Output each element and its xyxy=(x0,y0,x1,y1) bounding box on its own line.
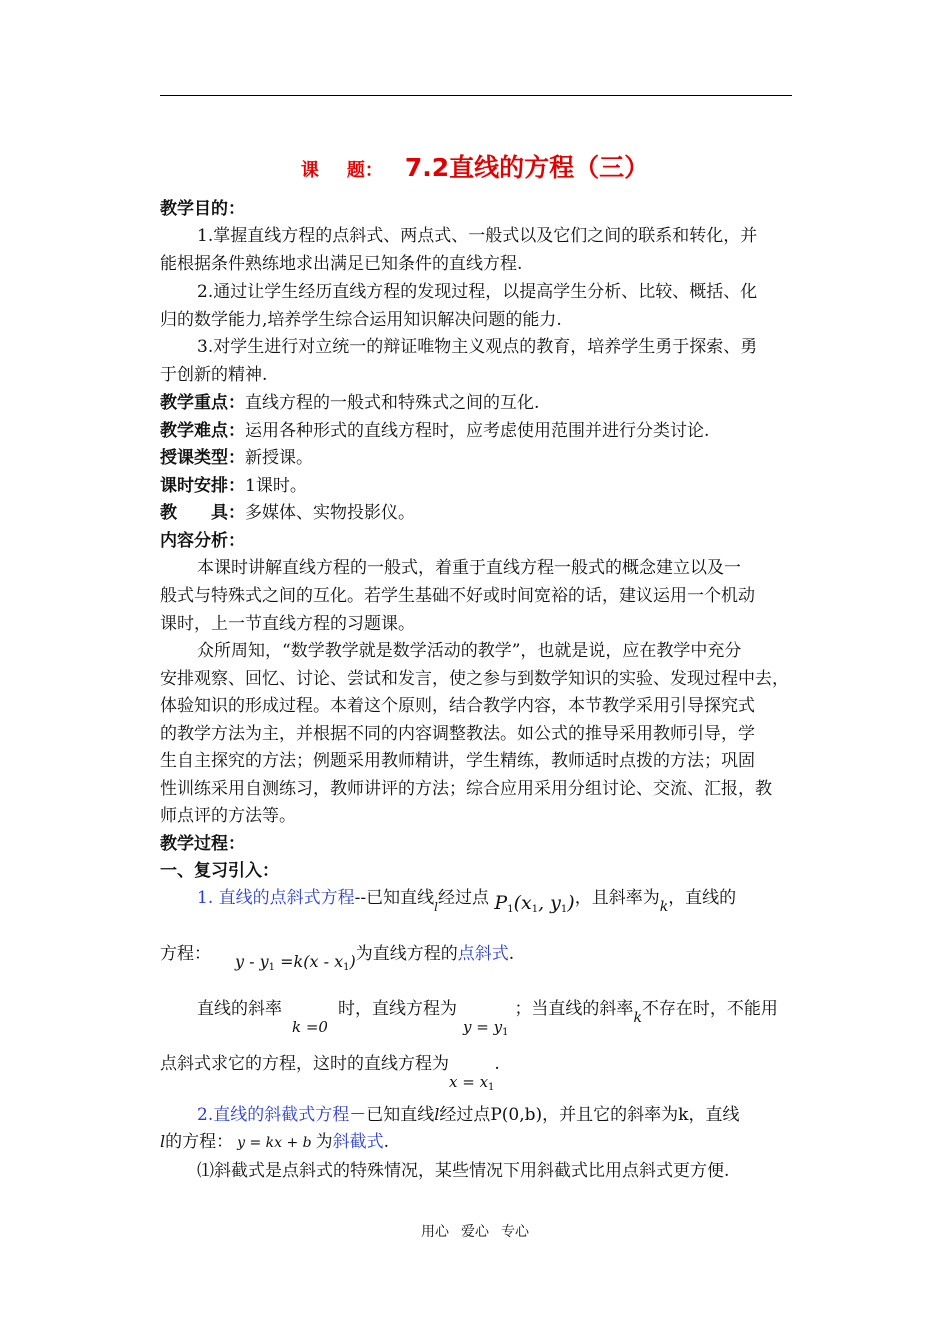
text: －已知直线 xyxy=(349,1105,435,1125)
text: 不存在时，不能用 xyxy=(641,999,778,1019)
var-k: k xyxy=(633,1010,642,1026)
header-rule xyxy=(160,95,792,96)
math: ) xyxy=(349,952,356,971)
hours xyxy=(160,475,307,497)
text: 点斜式求它的方程，这时的直线方程为 xyxy=(160,1054,449,1074)
point-slope-form: 点斜式 xyxy=(457,944,509,964)
math-sub: 1 xyxy=(560,904,568,915)
math: ) xyxy=(567,892,575,914)
analysis-line: 本课时讲解直线方程的一般式，着重于直线方程一般式的概念建立以及一 xyxy=(197,558,741,578)
math: P xyxy=(494,892,508,914)
text: 经过点 xyxy=(437,888,489,908)
analysis-line: 安排观察、回忆、讨论、尝试和发言，使之参与到数学知识的实验、发现过程中去， xyxy=(160,669,789,689)
math: y - y xyxy=(235,952,269,971)
math-sub: 1 xyxy=(488,1082,495,1093)
difficulty xyxy=(160,420,709,442)
text: . xyxy=(494,1054,500,1074)
analysis-line: 生自主探究的方法；例题采用教师精讲，学生精练，教师适时点拨的方法；巩固 xyxy=(160,751,755,771)
slope-zero-line xyxy=(197,998,778,1038)
footer-text: 用心 xyxy=(421,1224,449,1240)
goal-line: 能根据条件熟练地求出满足已知条件的直线方程. xyxy=(160,254,523,274)
key-point xyxy=(160,392,539,414)
lesson-type xyxy=(160,447,313,469)
analysis-line: 的教学方法为主，并根据不同的内容调整教法。如公式的推导采用教师引导，学 xyxy=(160,724,755,744)
slope-intercept-eq-line xyxy=(160,1131,389,1154)
text: --已知直线 xyxy=(354,888,435,908)
text: 时，直线方程为 xyxy=(338,999,457,1019)
text: 为 xyxy=(315,1132,333,1152)
vertical-line-line xyxy=(160,1053,500,1093)
lesson-type-text: 新授课。 xyxy=(245,448,313,468)
text: . xyxy=(383,1132,390,1152)
y-eq-y1 xyxy=(463,1016,508,1044)
point-p1 xyxy=(494,892,574,914)
lesson-type-label: 授课类型： xyxy=(160,448,245,468)
text: ，直线的 xyxy=(668,888,737,908)
analysis-line: 众所周知，“数学教学就是数学活动的教学”，也就是说，应在教学中充分 xyxy=(197,641,742,661)
tools-text: 多媒体、实物投影仪。 xyxy=(245,503,415,523)
k-zero: k =0 xyxy=(292,1018,328,1036)
text: 方程： xyxy=(160,944,211,964)
title-label: 课 xyxy=(300,160,319,181)
goal-line: 3.对学生进行对立统一的辩证唯物主义观点的教育，培养学生勇于探索、勇 xyxy=(197,337,758,357)
var-l: l xyxy=(434,900,438,914)
math-sub: 1 xyxy=(268,962,276,973)
math: (x xyxy=(513,892,532,914)
analysis-line: 师点评的方法等。 xyxy=(160,806,296,826)
slope-intercept-form: 斜截式 xyxy=(332,1132,384,1152)
point-slope-eq-line xyxy=(160,943,514,979)
note-line: ⑴斜截式是点斜式的特殊情况，某些情况下用斜截式比用点斜式更方便. xyxy=(197,1161,730,1181)
point-slope-line xyxy=(197,887,736,921)
footer-text: 爱心 xyxy=(461,1224,489,1240)
var-k: k xyxy=(659,899,669,915)
hours-text: 1课时。 xyxy=(245,476,307,496)
analysis-line: 体验知识的形成过程。本着这个原则，结合教学内容，本节教学采用引导探究式 xyxy=(160,696,755,716)
analysis-line: 般式与特殊式之间的互化。若学生基础不好或时间宽裕的话，建议运用一个机动 xyxy=(160,586,755,606)
math: x = x xyxy=(449,1073,489,1091)
analysis-heading: 内容分析： xyxy=(160,531,245,551)
analysis-line: 课时，上一节直线方程的习题课。 xyxy=(160,614,415,634)
math-sub: 1 xyxy=(502,1027,509,1038)
slope-intercept-term: 直线的斜截式方程 xyxy=(213,1105,350,1125)
goal-line: 于创新的精神. xyxy=(160,365,268,385)
text: 为直线方程的 xyxy=(355,944,458,964)
footer-text: 专心 xyxy=(501,1224,529,1240)
math: , y xyxy=(538,892,561,914)
title-label-2: 题： xyxy=(346,160,383,181)
var-l: l xyxy=(160,1132,166,1151)
hours-label: 课时安排： xyxy=(160,476,245,496)
goals-heading: 教学目的： xyxy=(160,199,245,219)
page-footer xyxy=(0,1221,950,1241)
slope-intercept-line xyxy=(197,1104,739,1126)
goal-line: 2.通过让学生经历直线方程的发现过程，以提高学生分析、比较、概括、化 xyxy=(197,282,758,302)
text: ，且斜率为 xyxy=(574,888,660,908)
tools-label: 教 具： xyxy=(160,503,245,523)
process-heading: 教学过程： xyxy=(160,834,245,854)
goal-line: 1.掌握直线方程的点斜式、两点式、一般式以及它们之间的联系和转化，并 xyxy=(197,226,758,246)
tools xyxy=(160,502,415,524)
text: 直线的斜率 xyxy=(197,999,282,1019)
math: =k(x - x xyxy=(280,952,344,971)
analysis-line: 性训练采用自测练习，教师讲评的方法；综合应用采用分组讨论、交流、汇报，教 xyxy=(160,779,772,799)
text: 经过点P(0,b)，并且它的斜率为k，直线 xyxy=(439,1105,740,1125)
text: ；当直线的斜率 xyxy=(514,999,634,1019)
var-l: l xyxy=(434,1105,440,1124)
goal-line: 归的数学能力,培养学生综合运用知识解决问题的能力. xyxy=(160,310,562,330)
key-point-label: 教学重点： xyxy=(160,393,245,413)
point-slope-term: 直线的点斜式方程 xyxy=(218,888,355,908)
math: y = y xyxy=(463,1018,503,1036)
x-eq-x1 xyxy=(449,1071,494,1099)
section-review: 一、复习引入： xyxy=(160,861,279,881)
slope-intercept-equation: y = kx + b xyxy=(237,1135,312,1151)
title-text: 7.2直线的方程（三） xyxy=(404,153,650,182)
item-number: 1. xyxy=(197,888,214,908)
math-sub: 1 xyxy=(507,904,514,915)
math-sub: 1 xyxy=(343,962,350,973)
difficulty-label: 教学难点： xyxy=(160,421,245,441)
text: . xyxy=(508,944,515,964)
point-slope-equation xyxy=(235,952,356,971)
key-point-text: 直线方程的一般式和特殊式之间的互化. xyxy=(245,393,540,413)
text: 的方程： xyxy=(165,1132,234,1152)
item-number: 2. xyxy=(197,1105,214,1125)
page-title xyxy=(0,148,950,184)
math-sub: 1 xyxy=(531,904,539,915)
difficulty-text: 运用各种形式的直线方程时，应考虑使用范围并进行分类讨论. xyxy=(245,421,710,441)
